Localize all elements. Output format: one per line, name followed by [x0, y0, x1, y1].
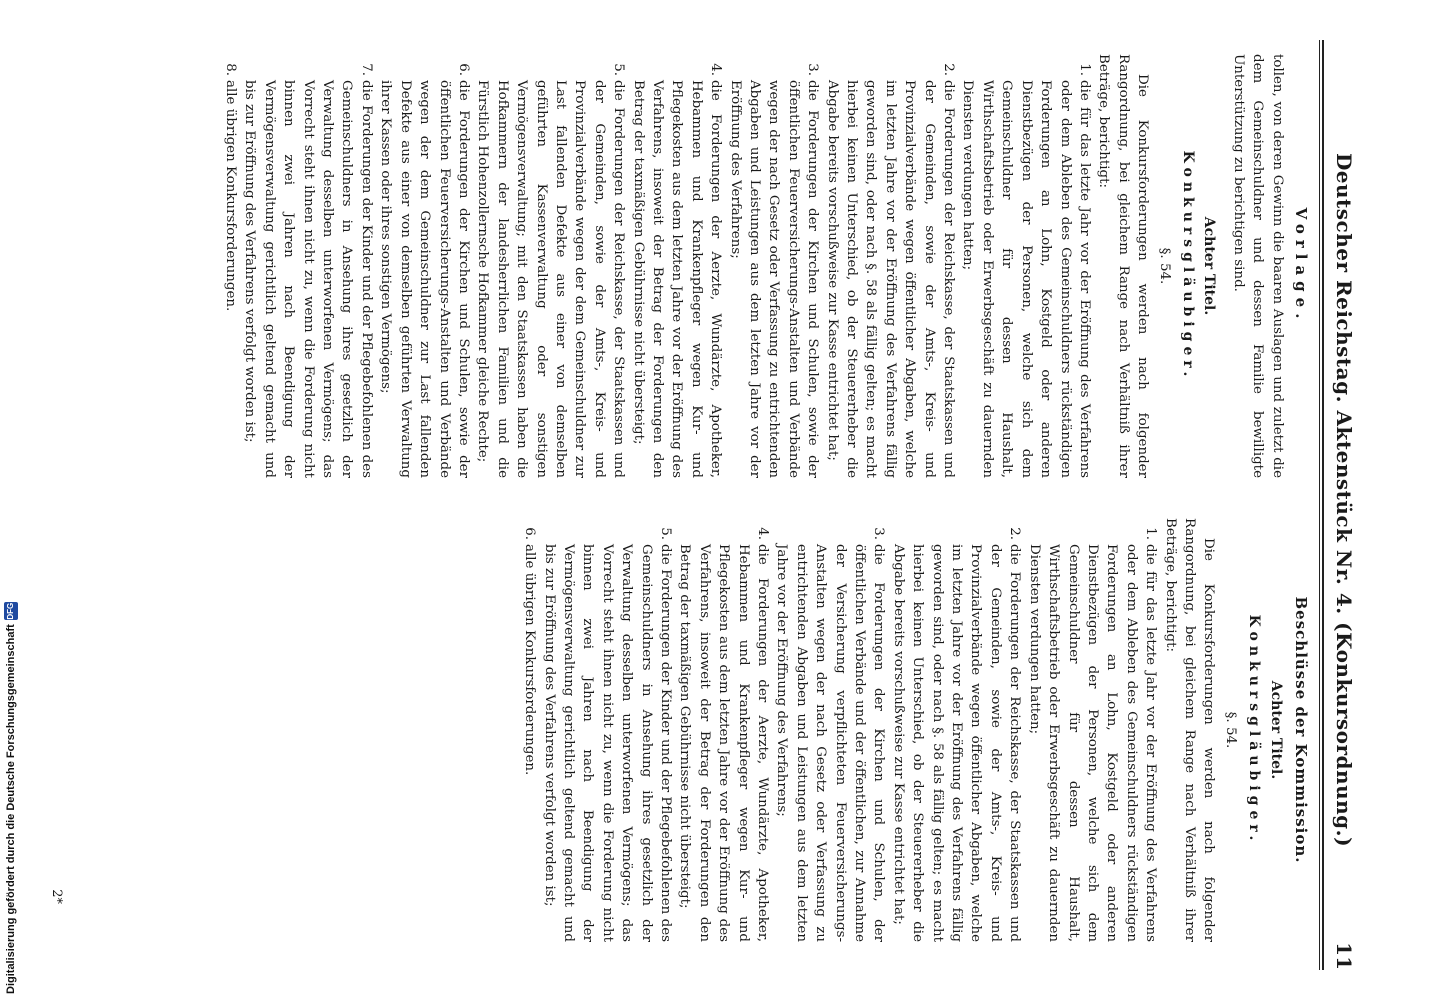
vorlage-column [221, 54, 1310, 478]
vorlage-paragraph-sign: §. 54. [1156, 247, 1172, 285]
list-item: 3. die Forderungen der Kirchen und Schulen, der öffentlichen Verbände und der öffentlichen, zur Annahme der Versicherung verpflichteten Feuerversicherungs-Anstalten wegen der nach Gesetz oder Verfassung zu entrichtenden Abgaben und Leistungen aus dem letzten Jahre vor der Eröffnung des Verfahrens; [774, 527, 887, 942]
signature-mark: 2* [49, 889, 64, 904]
page-header-title: Deutscher Reichstag. Aktenstück Nr. 4. (Konkursordnung.) [1332, 152, 1356, 848]
vorlage-heading: Vorlage. [1292, 207, 1310, 325]
list-item: 7. die Forderungen der Kinder und der Pflegebefohlenen des Gemeinschuldners in Ansehung ihres gesetzlich der Verwaltung desselben unterworfenen Vermögens; das Vorrecht steht ihnen nicht zu, wenn die Forderung nicht binnen zwei Jahren nach Beendigung der Vermögensverwaltung gerichtlich geltend gemacht und bis zur Eröffnung des Verfahrens verfolgt worden ist; [242, 63, 374, 478]
kommission-title: Achter Titel. [1267, 680, 1284, 780]
list-item: 4. die Forderungen der Aerzte, Wundärzte, Apotheker, Hebammen und Krankenpfleger wegen Kur- und Pflegekosten aus dem letzten Jahre vor der Eröffnung des Verfahrens, insoweit der Betrag der Forderungen den Betrag der taxmäßigen Gebührnisse nicht übersteigt; [630, 63, 724, 478]
list-item: 5. die Forderungen der Kinder und der Pflegebefohlenen des Gemeinschuldners in Ansehung ihres gesetzlich der Verwaltung desselben unterworfenen Vermögens; das Vorrecht steht ihnen nicht zu, wenn die Forderung nicht binnen zwei Jahren nach Beendigung der Vermögensverwaltung gerichtlich geltend gemacht und bis zur Eröffnung des Verfahrens verfolgt worden ist; [541, 527, 673, 942]
vorlage-title: Achter Titel. [1201, 216, 1218, 316]
dfg-credit-text: Digitalisierung gefördert durch die Deutsche Forschungsgemeinschaft [5, 624, 17, 994]
list-item: 3. die Forderungen der Kirchen und Schulen, sowie der öffentlichen Feuerversicherungs-Anstalten und Verbände wegen der nach Gesetz oder Verfassung zu entrichtenden Abgaben und Leistungen aus dem letzten Jahre vor der Eröffnung des Verfahrens; [727, 63, 821, 478]
vorlage-continuation: tollen, von deren Gewinn die baaren Auslagen und zuletzt die dem Gemeinschuldner und dessen Familie bewilligte Unterstützung zu berichtigen sind. [1230, 54, 1285, 478]
list-item: 1. die für das letzte Jahr vor der Eröffnung des Verfahrens oder dem Ableben des Gemeinschuldners rückständigen Forderungen an Lohn, Kostgeld oder anderen Dienstbezügen der Personen, welche sich dem Gemeinschuldner für dessen Haushalt, Wirthschaftsbetrieb oder Erwerbsgeschäft zu dauernden Diensten verdungen hatten; [960, 63, 1092, 478]
list-item: 2. die Forderungen der Reichskasse, der Staatskassen und der Gemeinden, sowie der Amts-, Kreis- und Provinzialverbände wegen öffentlicher Abgaben, welche im letzten Jahre vor der Eröffnung des Verfahrens fällig geworden sind, oder nach §. 58 als fällig gelten; es macht hierbei keinen Unterschied, ob der Steuererheber die Abgabe bereits vorschußweise zur Kasse entrichtet hat; [824, 63, 957, 478]
list-item: 6. die Forderungen der Kirchen und Schulen, sowie der öffentlichen Feuerversicherungs-Anstalten und Verbände wegen der dem Gemeinschuldner zur Last fallenden Defekte aus einer von demselben geführten Verwaltung ihrer Kassen oder ihres sonstigen Vermögens; [378, 63, 471, 478]
digitization-credit [0, 574, 22, 1000]
list-item: 4. die Forderungen der Aerzte, Wundärzte, Apotheker, Hebammen und Krankenpfleger wegen Kur- und Pflegekosten aus dem letzten Jahre vor der Eröffnung des Verfahrens, insoweit der Betrag der Forderungen den Betrag der taxmäßigen Gebührnisse nicht übersteigt; [677, 527, 771, 942]
kommission-subheading: Konkursgläubiger. [1246, 614, 1263, 846]
kommission-paragraph-sign: §. 54. [1222, 711, 1238, 749]
kommission-list [520, 518, 1160, 942]
list-item: 8. alle übrigen Konkursforderungen. [223, 63, 239, 312]
dfg-logo-icon: DFG [4, 602, 18, 620]
page-number: 11 [1332, 942, 1356, 970]
list-item: 5. die Forderungen der Reichskasse, der Staatskassen und der Gemeinden, sowie der Amts-, Kreis- und Provinzialverbände wegen der dem Gemeinschuldner zur Last fallenden Defekte aus einer von demselben geführten Kassenverwaltung oder sonstigen Vermögensverwaltung; mit den Staatskassen haben die Hofkammern der landesherrlichen Familien und die Fürstlich Hohenzollernsche Hofkammer gleiche Rechte; [475, 63, 627, 478]
vorlage-subheading: Konkursgläubiger. [1179, 150, 1196, 382]
kommission-column [520, 518, 1310, 942]
list-item: 2. die Forderungen der Reichskasse, der Staatskassen und der Gemeinden, sowie der Amts-, Kreis- und Provinzialverbände wegen öffentlicher Abgaben, welche im letzten Jahre vor der Eröffnung des Verfahrens fällig geworden sind, oder nach §. 58 als fällig gelten; es macht hierbei keinen Unterschied, ob der Steuererheber die Abgabe bereits vorschußweise zur Kasse entrichtet hat; [890, 527, 1023, 942]
vorlage-intro: Die Konkursforderungen werden nach folgender Rangordnung, bei gleichem Range nach Verhältniß ihrer Beträge, berichtigt: [1096, 54, 1151, 478]
vorlage-list [221, 54, 1094, 478]
header-rule [1322, 40, 1324, 970]
list-item: 1. die für das letzte Jahr vor der Eröffnung des Verfahrens oder dem Ableben des Gemeinschuldners rückständigen Forderungen an Lohn, Kostgeld oder anderen Dienstbezügen der Personen, welche sich dem Gemeinschuldner für dessen Haushalt, Wirthschaftsbetrieb oder Erwerbsgeschäft zu dauernden Diensten verdungen hatten; [1026, 527, 1159, 942]
list-item: 6. alle übrigen Konkursforderungen. [522, 527, 538, 776]
header-rule-thin [1319, 40, 1320, 970]
kommission-heading: Beschlüsse der Kommission. [1292, 596, 1310, 864]
kommission-intro: Die Konkursforderungen werden nach folgender Rangordnung, bei gleichem Range nach Verhältniß ihrer Beträge, berichtigt: [1162, 518, 1217, 942]
